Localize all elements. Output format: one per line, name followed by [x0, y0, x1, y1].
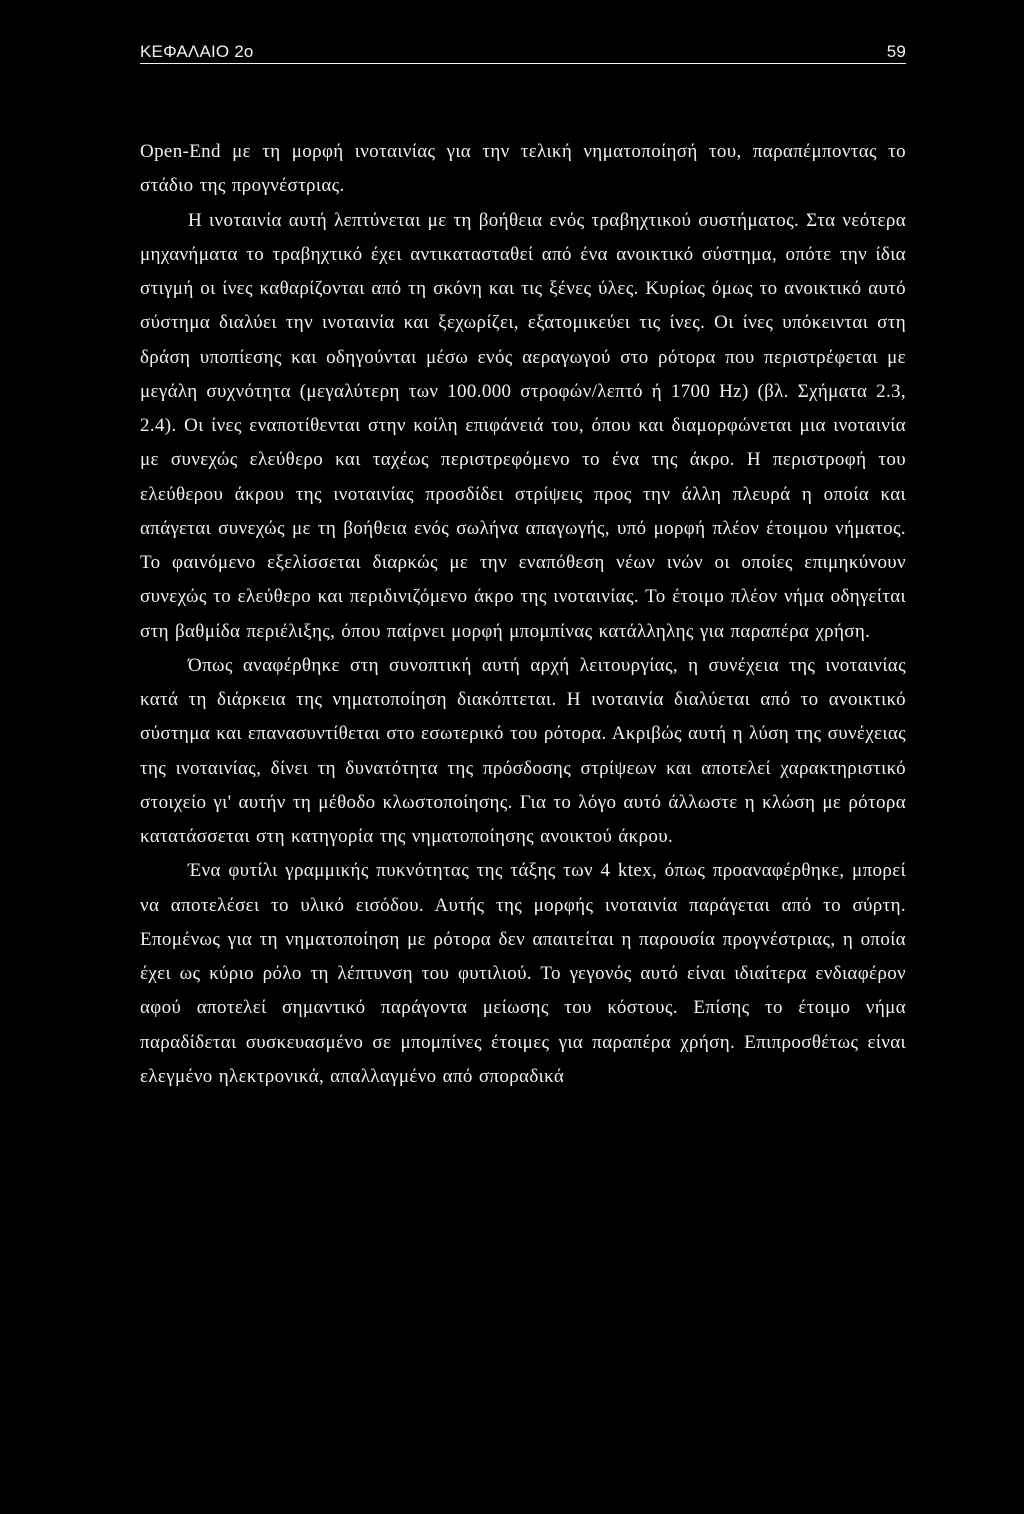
- paragraph: Ένα φυτίλι γραμμικής πυκνότητας της τάξης των 4 ktex, όπως προαναφέρθηκε, μπορεί να αποτελέσει το υλικό εισόδου. Αυτής της μορφής ινοταινία παράγεται από το σύρτη. Επομένως για τη νηματοποίηση με ρότορα δεν απαιτείται η παρουσία προγνέστριας, η οποία έχει ως κύριο ρόλο τη λέπτυνση του φυτιλιού. Το γεγονός αυτό είναι ιδιαίτερα ενδιαφέρον αφού αποτελεί σημαντικό παράγοντα μείωσης του κόστους. Επίσης το έτοιμο νήμα παραδίδεται συσκευασμένο σε μπομπίνες έτοιμες για παραπέρα χρήση. Επιπροσθέτως είναι ελεγμένο ηλεκτρονικά, απαλλαγμένο από σποραδικά: [140, 860, 906, 1087]
- body-text: [140, 135, 906, 1094]
- document-page: [140, 40, 906, 1094]
- chapter-title: ΚΕΦΑΛΑΙΟ 2ο: [140, 42, 254, 61]
- running-header: [140, 40, 906, 64]
- paragraph: Open-End με τη μορφή ινοταινίας για την τελική νηματοποίησή του, παραπέμποντας το στάδιο της προγνέστριας.: [140, 141, 906, 197]
- page-number: 59: [886, 42, 906, 61]
- paragraph: Η ινοταινία αυτή λεπτύνεται με τη βοήθεια ενός τραβηχτικού συστήματος. Στα νεότερα μηχανήματα το τραβηχτικό έχει αντικατασταθεί από ένα ανοικτικό σύστημα, οπότε την ίδια στιγμή οι ίνες καθαρίζονται από τη σκόνη και τις ξένες ύλες. Κυρίως όμως το ανοικτικό αυτό σύστημα διαλύει την ινοταινία και ξεχωρίζει, εξατομικεύει τις ίνες. Οι ίνες υπόκεινται στη δράση υποπίεσης και οδηγούνται μέσω ενός αεραγωγού στο ρότορα που περιστρέφεται με μεγάλη συχνότητα (μεγαλύτερη των 100.000 στροφών/λεπτό ή 1700 Hz) (βλ. Σχήματα 2.3, 2.4). Οι ίνες εναποτίθενται στην κοίλη επιφάνειά του, όπου και διαμορφώνεται μια ινοταινία με συνεχώς ελεύθερο και ταχέως περιστρεφόμενο το ένα της άκρο. Η περιστροφή του ελεύθερου άκρου της ινοταινίας προσδίδει στρίψεις προς την άλλη πλευρά η οποία και απάγεται συνεχώς με τη βοήθεια ενός σωλήνα απαγωγής, υπό μορφή πλέον έτοιμου νήματος. Το φαινόμενο εξελίσσεται διαρκώς με την εναπόθεση νέων ινών οι οποίες επιμηκύνουν συνεχώς το ελεύθερο και περιδινιζόμενο άκρο της ινοταινίας. Το έτοιμο πλέον νήμα οδηγείται στη βαθμίδα περιέλιξης, όπου παίρνει μορφή μπομπίνας κατάλληλης για παραπέρα χρήση.: [140, 209, 906, 642]
- paragraph: Όπως αναφέρθηκε στη συνοπτική αυτή αρχή λειτουργίας, η συνέχεια της ινοταινίας κατά τη διάρκεια της νηματοποίηση διακόπτεται. Η ινοταινία διαλύεται από το ανοικτικό σύστημα και επανασυντίθεται στο εσωτερικό του ρότορα. Ακριβώς αυτή η λύση της συνέχειας της ινοταινίας, δίνει τη δυνατότητα της πρόσδοσης στρίψεων και αποτελεί χαρακτηριστικό στοιχείο γι' αυτήν τη μέθοδο κλωστοποίησης. Για το λόγο αυτό άλλωστε η κλώση με ρότορα κατατάσσεται στη κατηγορία της νηματοποίησης ανοικτού άκρου.: [140, 654, 906, 847]
